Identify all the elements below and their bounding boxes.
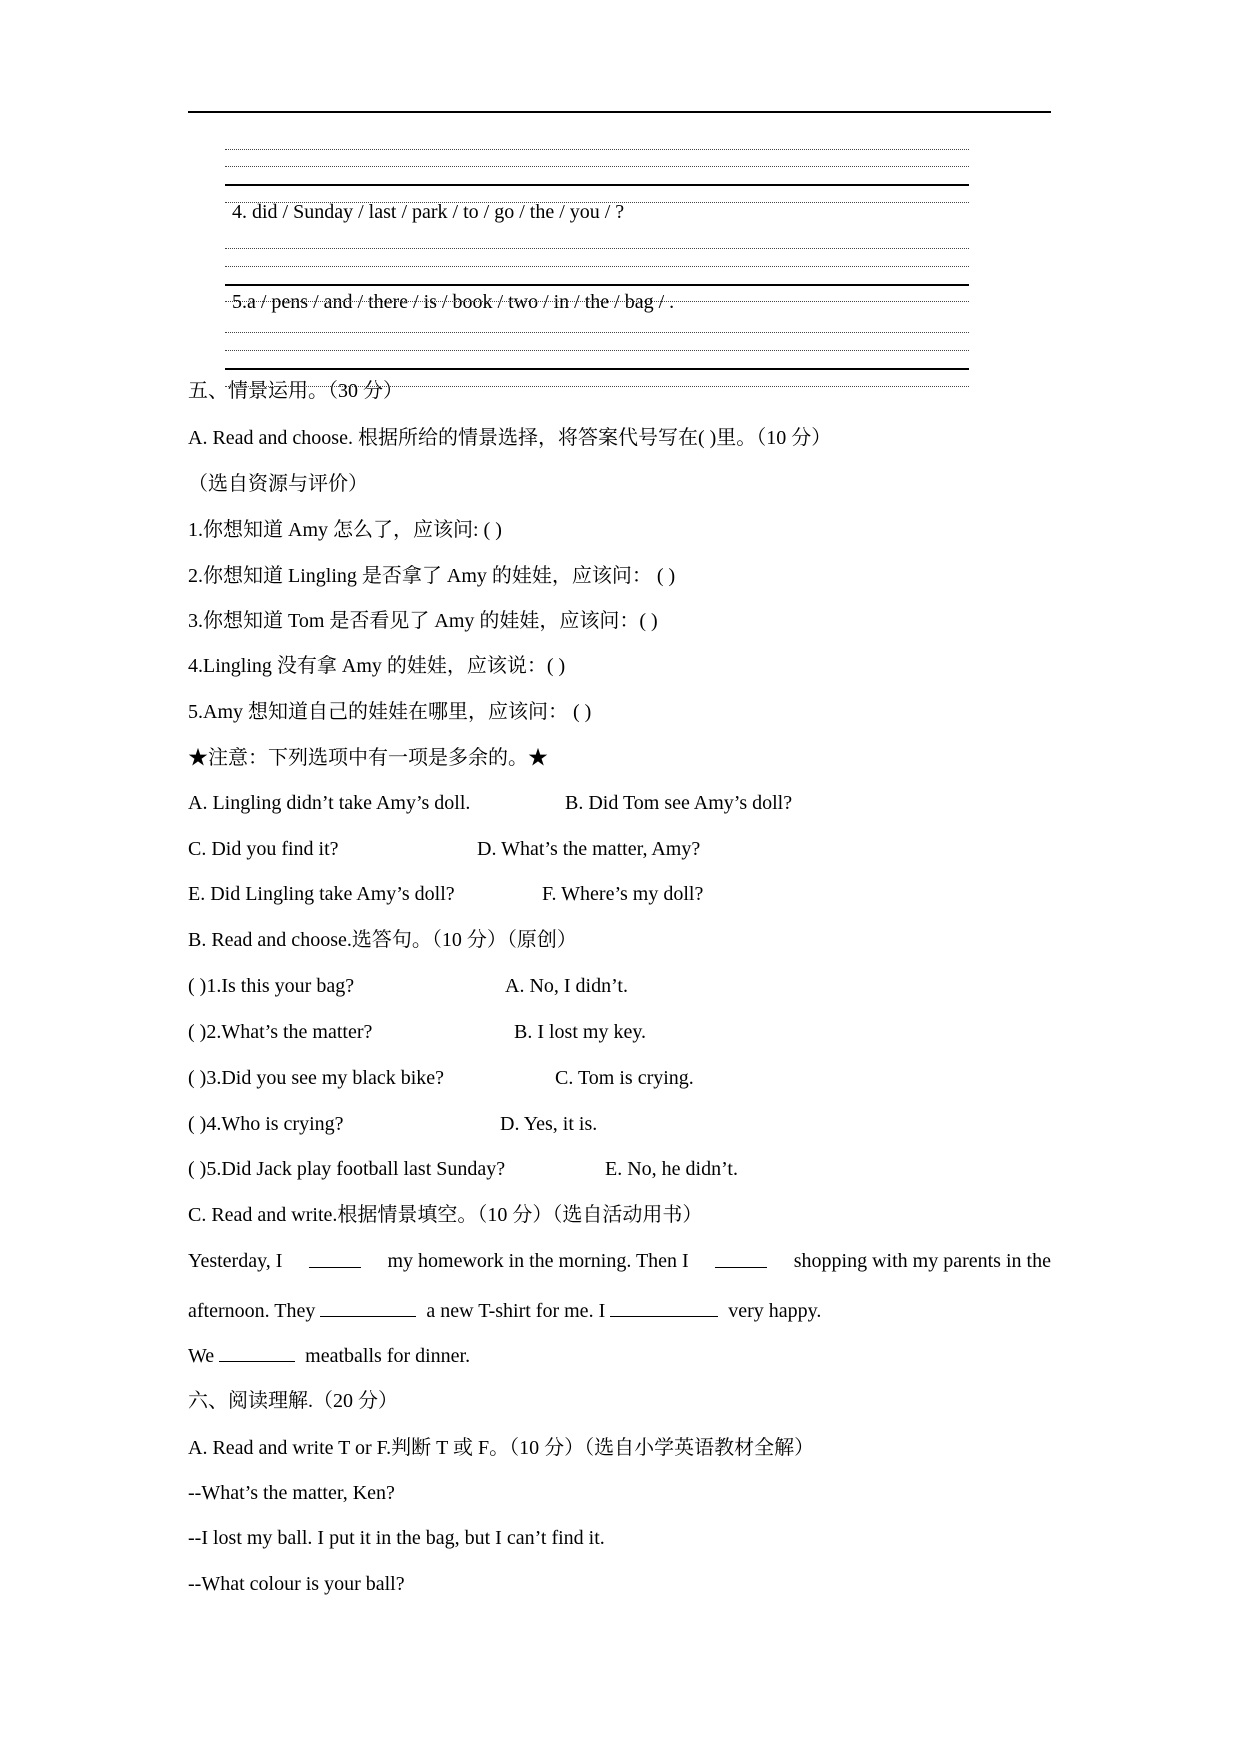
section6-part-a-instruction: A. Read and write T or F.判断 T 或 F。（10 分）（选自小学英语教材全解） xyxy=(188,1437,815,1459)
question-3: 3.你想知道 Tom 是否看见了 Amy 的娃娃，应该问：( ) xyxy=(188,610,658,632)
writing-line-dotted xyxy=(225,266,969,267)
blank-2[interactable] xyxy=(715,1249,767,1268)
question-2: 2.你想知道 Lingling 是否拿了 Amy 的娃娃，应该问： ( ) xyxy=(188,565,676,587)
dialogue-line: --What’s the matter, Ken? xyxy=(188,1482,395,1504)
note: ★注意：下列选项中有一项是多余的。★ xyxy=(188,747,548,769)
text: meatballs for dinner. xyxy=(305,1345,471,1367)
question-4: 4.Lingling 没有拿 Amy 的娃娃，应该说：( ) xyxy=(188,655,566,677)
writing-line-dotted xyxy=(225,149,969,150)
b-question-4: ( )4.Who is crying? xyxy=(188,1113,344,1135)
option-f: F. Where’s my doll? xyxy=(542,883,704,905)
question-1: 1.你想知道 Amy 怎么了，应该问: ( ) xyxy=(188,519,502,541)
writing-line-dotted xyxy=(225,386,969,387)
b-answer-c: C. Tom is crying. xyxy=(555,1067,694,1089)
b-answer-d: D. Yes, it is. xyxy=(500,1113,598,1135)
part-a-source: （选自资源与评价） xyxy=(188,473,368,495)
text: afternoon. They xyxy=(188,1300,316,1322)
option-a: A. Lingling didn’t take Amy’s doll. xyxy=(188,792,471,814)
text: shopping with my parents in the xyxy=(793,1250,1051,1272)
writing-line-solid xyxy=(225,184,969,186)
writing-line-dotted xyxy=(225,350,969,351)
b-question-5: ( )5.Did Jack play football last Sunday? xyxy=(188,1158,506,1180)
writing-line-dotted xyxy=(225,301,969,302)
option-e: E. Did Lingling take Amy’s doll? xyxy=(188,883,455,905)
text: my homework in the morning. Then I xyxy=(387,1250,689,1272)
text: a new T-shirt for me. I xyxy=(426,1300,606,1322)
b-answer-b: B. I lost my key. xyxy=(514,1021,647,1043)
part-c-line-3 xyxy=(188,1343,470,1368)
text: We xyxy=(188,1345,215,1367)
writing-line-dotted xyxy=(225,248,969,249)
b-question-2: ( )2.What’s the matter? xyxy=(188,1021,373,1043)
part-c-line-1 xyxy=(188,1249,1051,1273)
writing-line-dotted xyxy=(225,332,969,333)
writing-line-dotted xyxy=(225,166,969,167)
writing-line-solid xyxy=(225,368,969,370)
exercise-4: 4. did / Sunday / last / park / to / go / the / you / ? xyxy=(232,201,625,223)
text: Yesterday, I xyxy=(188,1250,283,1272)
blank-3[interactable] xyxy=(320,1298,416,1317)
b-question-3: ( )3.Did you see my black bike? xyxy=(188,1067,445,1089)
part-b-instruction: B. Read and choose.选答句。（10 分）（原创） xyxy=(188,929,577,951)
blank-1[interactable] xyxy=(309,1249,361,1268)
exercise-5: 5.a / pens / and / there / is / book / two / in / the / bag / . xyxy=(232,291,675,313)
option-d: D. What’s the matter, Amy? xyxy=(477,838,701,860)
option-b: B. Did Tom see Amy’s doll? xyxy=(565,792,793,814)
header-rule xyxy=(188,111,1051,113)
option-c: C. Did you find it? xyxy=(188,838,339,860)
question-5: 5.Amy 想知道自己的娃娃在哪里，应该问： ( ) xyxy=(188,701,592,723)
b-answer-a: A. No, I didn’t. xyxy=(505,975,628,997)
section5-title: 五、情景运用。（30 分） xyxy=(188,380,403,402)
blank-5[interactable] xyxy=(219,1343,295,1362)
b-question-1: ( )1.Is this your bag? xyxy=(188,975,355,997)
dialogue-line: --I lost my ball. I put it in the bag, but I can’t find it. xyxy=(188,1527,605,1549)
b-answer-e: E. No, he didn’t. xyxy=(605,1158,738,1180)
writing-line-solid xyxy=(225,284,969,286)
text: very happy. xyxy=(728,1300,822,1322)
part-c-instruction: C. Read and write.根据情景填空。（10 分）（选自活动用书） xyxy=(188,1204,703,1226)
dialogue-line: --What colour is your ball? xyxy=(188,1573,405,1595)
blank-4[interactable] xyxy=(610,1298,718,1317)
part-c-line-2 xyxy=(188,1298,821,1323)
section6-title: 六、阅读理解.（20 分） xyxy=(188,1390,398,1412)
part-a-instruction: A. Read and choose. 根据所给的情景选择，将答案代号写在( )里。（10 分） xyxy=(188,427,832,449)
